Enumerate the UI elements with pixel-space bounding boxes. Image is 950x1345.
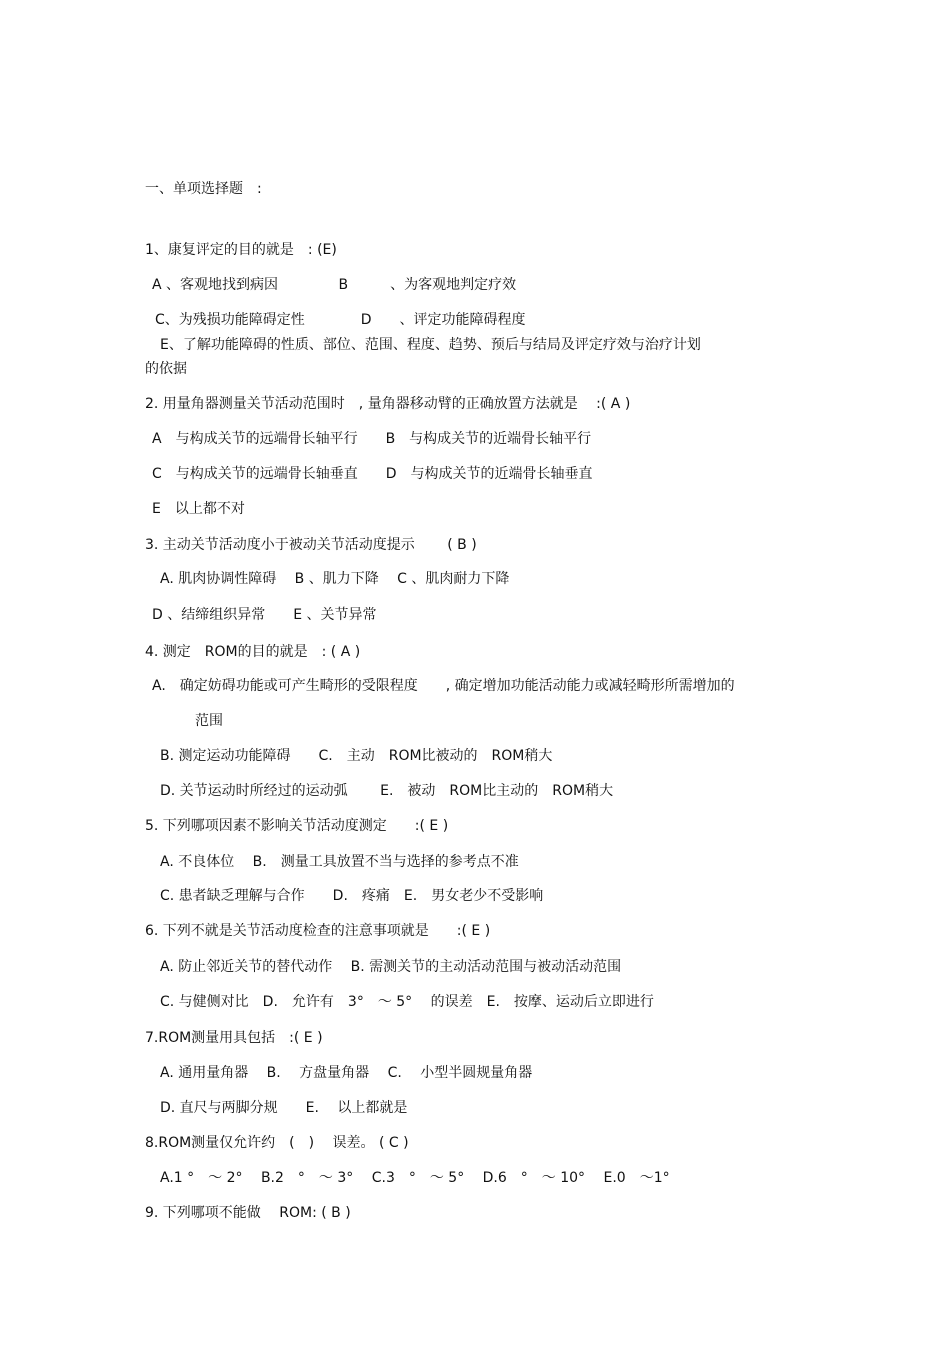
question-2-options-ab: A 与构成关节的远端骨长轴平行 B 与构成关节的近端骨长轴平行 bbox=[152, 431, 592, 447]
question-7-options-de: D. 直尺与两脚分规 E. 以上都就是 bbox=[160, 1100, 408, 1116]
question-9-stem: 9. 下列哪项不能做 ROM: ( B ) bbox=[145, 1205, 351, 1221]
question-3-options-abc: A. 肌肉协调性障碍 B 、肌力下降 C 、肌肉耐力下降 bbox=[160, 571, 510, 587]
question-1-options-cd: C、为残损功能障碍定性 D 、评定功能障碍程度 bbox=[155, 312, 526, 328]
question-3-options-de: D 、结缔组织异常 E 、关节异常 bbox=[152, 607, 377, 623]
question-1-stem: 1、康复评定的目的就是 : (E) bbox=[145, 242, 337, 258]
question-2-stem: 2. 用量角器测量关节活动范围时 , 量角器移动臂的正确放置方法就是 :( A ) bbox=[145, 396, 631, 412]
question-3-stem: 3. 主动关节活动度小于被动关节活动度提示 ( B ) bbox=[145, 537, 477, 553]
question-1-option-e-continued: 的依据 bbox=[145, 361, 187, 377]
question-6-options-ab: A. 防止邻近关节的替代动作 B. 需测关节的主动活动范围与被动活动范围 bbox=[160, 959, 622, 975]
question-7-options-abc: A. 通用量角器 B. 方盘量角器 C. 小型半圆规量角器 bbox=[160, 1065, 533, 1081]
question-4-options-de: D. 关节运动时所经过的运动弧 E. 被动 ROM比主动的 ROM稍大 bbox=[160, 783, 614, 799]
question-2-options-cd: C 与构成关节的远端骨长轴垂直 D 与构成关节的近端骨长轴垂直 bbox=[152, 466, 593, 482]
question-6-options-cde: C. 与健侧对比 D. 允许有 3° ～ 5° 的误差 E. 按摩、运动后立即进行 bbox=[160, 994, 654, 1010]
question-4-stem: 4. 测定 ROM的目的就是 : ( A ) bbox=[145, 644, 361, 660]
question-8-stem: 8.ROM测量仅允许约 ( ) 误差。 ( C ) bbox=[145, 1135, 409, 1151]
question-5-options-cde: C. 患者缺乏理解与合作 D. 疼痛 E. 男女老少不受影响 bbox=[160, 888, 544, 904]
question-8-options: A.1 ° ～ 2° B.2 ° ～ 3° C.3 ° ～ 5° D.6 ° ～ 10° E.0 ～1° bbox=[160, 1170, 670, 1186]
question-4-option-a-continued: 范围 bbox=[195, 713, 223, 729]
question-1-options-ab: A 、客观地找到病因 B 、为客观地判定疗效 bbox=[152, 277, 517, 293]
question-5-stem: 5. 下列哪项因素不影响关节活动度测定 :( E ) bbox=[145, 818, 449, 834]
question-7-stem: 7.ROM测量用具包括 :( E ) bbox=[145, 1030, 323, 1046]
question-2-option-e: E 以上都不对 bbox=[152, 501, 245, 517]
question-5-options-ab: A. 不良体位 B. 测量工具放置不当与选择的参考点不准 bbox=[160, 854, 519, 870]
question-1-option-e: E、了解功能障碍的性质、部位、范围、程度、趋势、预后与结局及评定疗效与治疗计划 bbox=[160, 337, 701, 353]
question-4-options-bc: B. 测定运动功能障碍 C. 主动 ROM比被动的 ROM稍大 bbox=[160, 748, 553, 764]
question-4-option-a: A. 确定妨碍功能或可产生畸形的受限程度 , 确定增加功能活动能力或减轻畸形所需增加的 bbox=[152, 678, 735, 694]
question-6-stem: 6. 下列不就是关节活动度检查的注意事项就是 :( E ) bbox=[145, 923, 491, 939]
section-heading: 一、单项选择题 : bbox=[145, 181, 262, 197]
